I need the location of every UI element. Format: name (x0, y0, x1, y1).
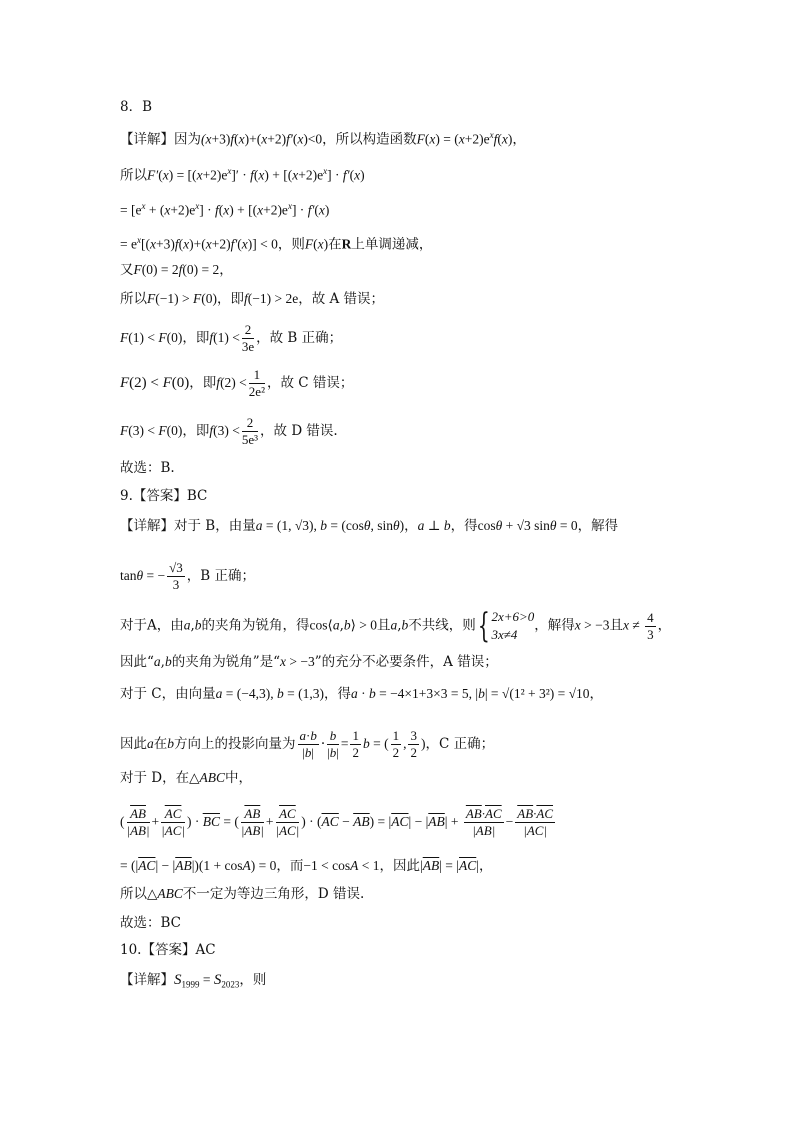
q9-line-9: = $(|\overline{AC}| - |\overline{AB}|)(1 + \cos A) = 0$，而−1 < cosA < 1，因此$|\overline{AB}| = |\overline{AC}|$， (120, 858, 493, 874)
q8-line-7: F(1) < F(0)，即f(1) < $\frac{2}{3e}$ ，故 B 正确； (120, 322, 343, 354)
q8-line-4: = $e^x[(x+3)f(x)+(x+2)f'(x)] < 0$，则F(x)在R上单调递减， (120, 235, 433, 253)
q9-line-8: ( $\frac{\overline{AB}}{|\overline{AB}|}$ + $\frac{\overline{AC}}{|\overline{AC}|}$ ) · $\overline{BC}$ = ( $\frac{\overline{AB}}{|\overline{AB}|}$ + $\frac{\overline{AC}}{|\overline{AC}|}$ ) · $(\overline{AC} - \overline{AB}) = |\overline{AC}| - |\overline{AB}|$ + $\frac{\overline{AB}\cdot\overline{AC}}{|\overline{AB}|}$ − $\frac{\overline{AB}\cdot\overline{AC}}{|\overline{AC}|}$ (120, 806, 554, 838)
q8-line-9: F(3) < F(0)，即f(3) < $\frac{2}{\text{5e³}}$ ，故 D 错误. (120, 415, 338, 447)
q10-line-1: 【详解】$S_{1999} = S_{2023}$，则 (120, 972, 267, 990)
q9-line-2: tanθ = − $\frac{√3}{3}$ ，B 正确； (120, 560, 255, 592)
q9-line-7: 对于 D，在△ABC中， (120, 770, 253, 786)
q9-line-6: 因此a在b方向上的投影向量为 $\frac{a\cdot b}{|b|}$ · $\frac{b}{|b|}$ = $\frac{1}{2}$ b = ( $\frac{1}{2}$ , $\frac{3}{2}$ )，C 正确； (120, 728, 495, 760)
q8-line-2: 所以$F'(x) = [(x+2)e^x]' \cdot f(x) + [(x+2)e^x] \cdot f'(x)$ (120, 166, 365, 184)
q9-answer: 故选：BC (120, 915, 182, 931)
q9-line-1: 【详解】对于 B，由量a = (1, √3), b = (cosθ, sinθ)，a ⊥ b，得cosθ + √3 sinθ = 0，解得 (120, 518, 619, 534)
q8-line-3: = $[e^x + (x+2)e^x] \cdot f(x) + [(x+2)e^x] \cdot f'(x)$ (120, 201, 330, 218)
q9-line-3: 对于A，由a,b的夹角为锐角，得cos⟨a,b⟩ > 0且a,b不共线，则{ 2x+6>0 3x≠4，解得x > −3且x ≠ $\frac{4}{3}$ ， (120, 606, 672, 646)
q8-line-8: F(2) < F(0)，即f(2) < $\frac{1}{\text{2e²}}$ ，故 C 错误； (120, 367, 354, 399)
q10-heading: 10.【答案】AC (120, 942, 216, 958)
q8-line-5: 又F(0) = 2f(0) = 2， (120, 262, 233, 278)
q9-line-10: 所以△ABC不一定为等边三角形，D 错误. (120, 886, 365, 902)
q8-heading: 8．B (120, 99, 153, 115)
q8-line-1: 【详解】因为(x+3)f(x)+(x+2)f′(x)<0，所以构造函数$F(x) = (x+2)e^xf(x)$， (120, 130, 526, 148)
q9-heading: 9.【答案】BC (120, 488, 208, 504)
q9-line-5: 对于 C，由向量a = (−4,3), b = (1,3)，得a · b = −4×1+3×3 = 5, |b| = √(1² + 3²) = √10， (120, 686, 604, 702)
q8-line-6: 所以F(−1) > F(0)，即f(−1) > 2e，故 A 错误； (120, 291, 385, 307)
q8-answer: 故选：B. (120, 460, 175, 476)
q9-line-4: 因此“a,b的夹角为锐角”是“x > −3”的充分不必要条件，A 错误； (120, 654, 498, 670)
